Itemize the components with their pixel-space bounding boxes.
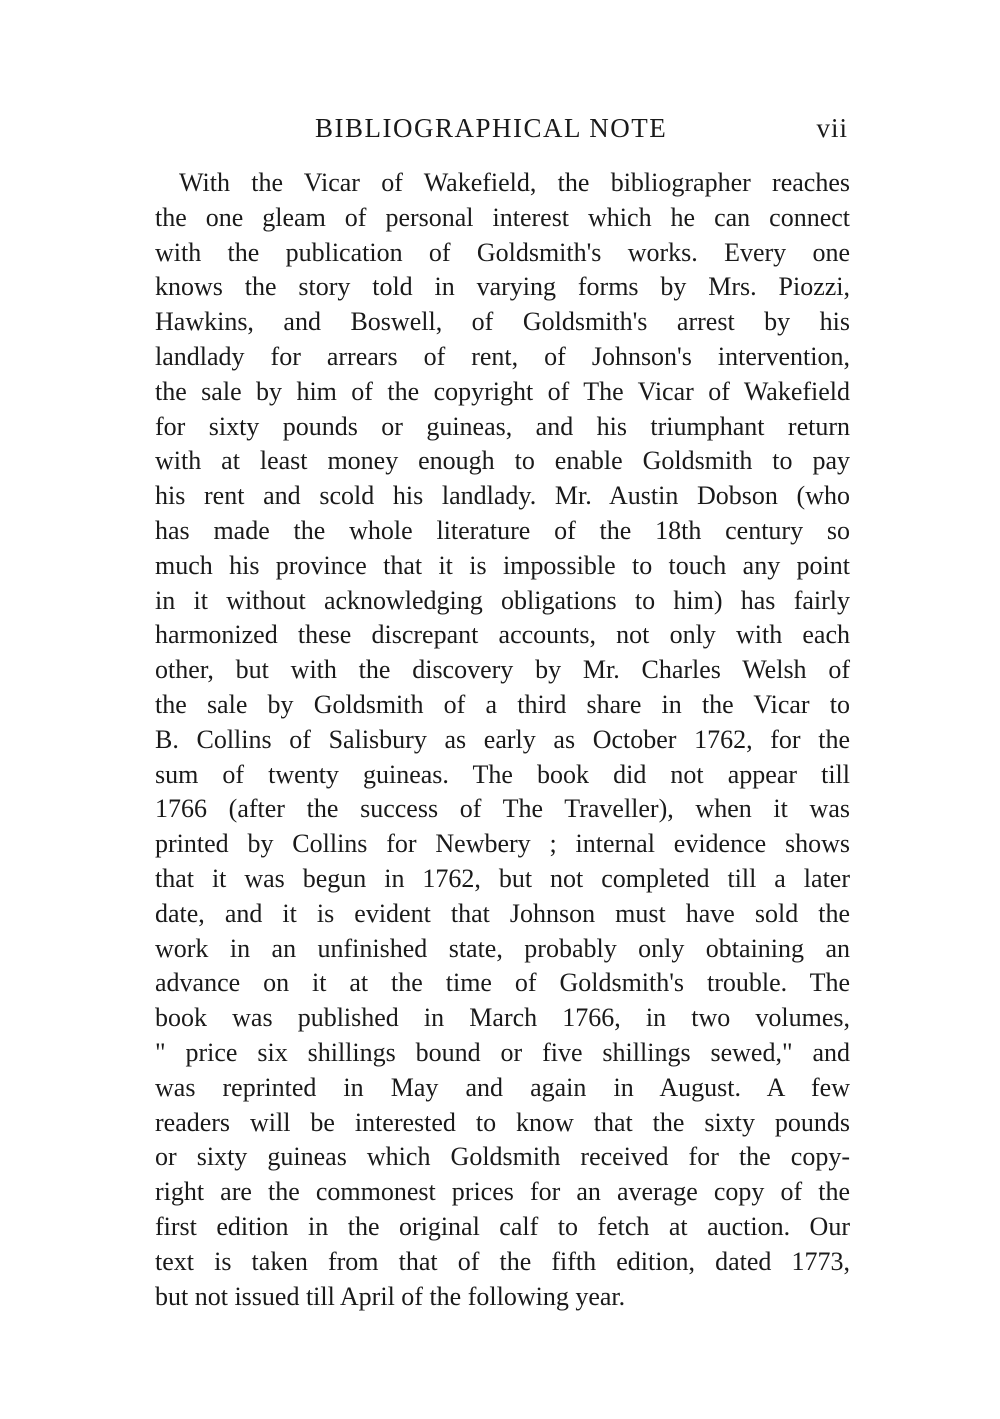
text-line: with the publication of Goldsmith's works. Every one	[155, 237, 850, 267]
text-line: the sale by him of the copyright of The Vicar of Wakefield	[155, 376, 850, 406]
text-line: but not issued till April of the following year.	[155, 1281, 626, 1311]
text-line: Hawkins, and Boswell, of Goldsmith's arrest by his	[155, 307, 850, 337]
text-line: With the Vicar of Wakefield, the bibliographer reaches	[179, 168, 850, 197]
text-line: has made the whole literature of the 18th century so	[155, 515, 850, 545]
text-line: or sixty guineas which Goldsmith received for the copy-	[155, 1142, 850, 1172]
text-line: B. Collins of Salisbury as early as October 1762, for the	[155, 724, 850, 754]
text-line: knows the story told in varying forms by Mrs. Piozzi,	[155, 272, 850, 302]
text-line: right are the commonest prices for an average copy of the	[155, 1177, 850, 1207]
page-header	[155, 108, 850, 148]
text-line: the sale by Goldsmith of a third share in the Vicar to	[155, 689, 850, 719]
body-paragraph	[155, 166, 850, 1314]
text-line: text is taken from that of the fifth edition, dated 1773,	[155, 1246, 850, 1276]
text-line: 1766 (after the success of The Traveller), when it was	[155, 794, 850, 824]
text-line: advance on it at the time of Goldsmith's trouble. The	[155, 968, 850, 998]
text-line: much his province that it is impossible to touch any point	[155, 550, 850, 580]
text-line: work in an unfinished state, probably only obtaining an	[155, 933, 850, 963]
text-line: date, and it is evident that Johnson must have sold the	[155, 898, 850, 928]
running-title: BIBLIOGRAPHICAL NOTE	[315, 113, 668, 143]
text-line: his rent and scold his landlady. Mr. Austin Dobson (who	[155, 481, 850, 511]
text-line: book was published in March 1766, in two volumes,	[155, 1003, 850, 1033]
text-line: " price six shillings bound or five shillings sewed," and	[155, 1037, 850, 1067]
page-number: vii	[816, 113, 848, 143]
text-line: landlady for arrears of rent, of Johnson's intervention,	[155, 341, 850, 371]
text-line: harmonized these discrepant accounts, not only with each	[155, 620, 850, 650]
text-line: readers will be interested to know that the sixty pounds	[155, 1107, 850, 1137]
text-line: sum of twenty guineas. The book did not appear till	[155, 759, 850, 789]
text-line: other, but with the discovery by Mr. Charles Welsh of	[155, 655, 850, 685]
text-line: for sixty pounds or guineas, and his triumphant return	[155, 411, 850, 441]
text-line: with at least money enough to enable Goldsmith to pay	[155, 446, 850, 476]
text-line: the one gleam of personal interest which he can connect	[155, 202, 850, 232]
text-line: that it was begun in 1762, but not completed till a later	[155, 863, 850, 893]
text-line: in it without acknowledging obligations to him) has fairly	[155, 585, 850, 615]
text-line: printed by Collins for Newbery ; internal evidence shows	[155, 829, 850, 859]
text-line: first edition in the original calf to fetch at auction. Our	[155, 1211, 850, 1241]
text-line: was reprinted in May and again in August. A few	[155, 1072, 850, 1102]
